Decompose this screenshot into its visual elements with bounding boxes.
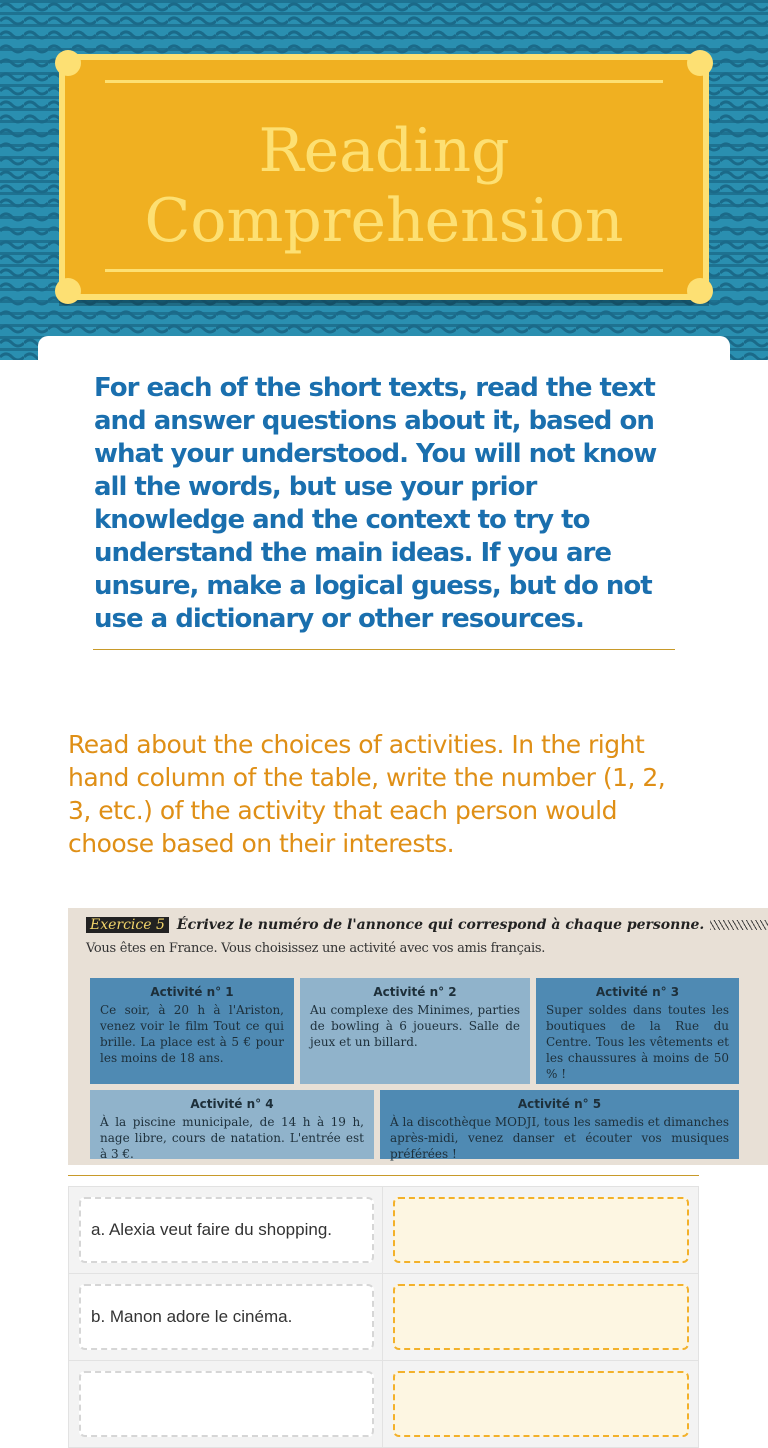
activity-text: Au complexe des Minimes, parties de bowling à 6 joueurs. Salle de jeux et un billard. [310, 1003, 520, 1049]
exercise-image [68, 908, 768, 1165]
title-line-2: Comprehension [144, 186, 624, 256]
answer-cell [383, 1274, 699, 1360]
banner-rule-top [105, 80, 663, 83]
activity-text: À la piscine municipale, de 14 h à 19 h, nage libre, cours de natation. L'entrée est à 3 €. [100, 1115, 364, 1161]
question-text: b. Manon adore le cinéma. [91, 1307, 293, 1326]
title-line-1: Reading [258, 116, 510, 186]
banner-corner [687, 50, 713, 76]
exercise-title: Écrivez le numéro de l'annonce qui correspond à chaque personne. [176, 917, 705, 933]
intro-text: For each of the short texts, read the text and answer questions about it, based on what your understood. You will not know all the words, but use your prior knowledge and the context to try to understand the main ideas. If you are unsure, make a logical guess, but do not use a dictionary or other resources. [94, 373, 657, 634]
exercise-tag: Exercice 5 [86, 917, 169, 933]
answer-input[interactable] [393, 1371, 689, 1437]
exercise-subtitle: Vous êtes en France. Vous choisissez une activité avec vos amis français. [86, 941, 546, 956]
activity-card [380, 1090, 739, 1159]
question-cell [68, 1187, 383, 1273]
activity-card [300, 978, 530, 1084]
question-cell [68, 1274, 383, 1360]
activity-card [536, 978, 739, 1084]
hatch-decoration [710, 920, 768, 930]
banner-corner [55, 278, 81, 304]
banner-corner [55, 50, 81, 76]
instructions-text: Read about the choices of activities. In the right hand column of the table, write the number (1, 2, 3, etc.) of the activity that each person would choose based on their interests. [68, 730, 666, 858]
question-box [79, 1371, 374, 1437]
page-title [65, 116, 703, 256]
answer-cell [383, 1187, 699, 1273]
answer-input[interactable] [393, 1284, 689, 1350]
question-box [79, 1284, 374, 1350]
table-row [68, 1187, 699, 1274]
question-cell [68, 1361, 383, 1447]
title-banner [59, 54, 709, 300]
answer-cell [383, 1361, 699, 1447]
activity-heading: Activité n° 3 [595, 985, 680, 999]
table-row [68, 1274, 699, 1361]
activity-heading: Activité n° 1 [150, 985, 234, 999]
table-row [68, 1361, 699, 1448]
activity-card [90, 1090, 374, 1159]
exercise-header [86, 914, 758, 933]
divider [93, 649, 675, 650]
question-box [79, 1197, 374, 1263]
activity-heading: Activité n° 4 [190, 1097, 274, 1111]
answer-input[interactable] [393, 1197, 689, 1263]
activity-text: À la discothèque MODJI, tous les samedis et dimanches après-midi, venez danser et écouter vos musiques préférées ! [390, 1115, 729, 1161]
activity-heading: Activité n° 2 [373, 985, 457, 999]
activity-card [90, 978, 294, 1084]
answer-table [68, 1186, 699, 1387]
activity-heading: Activité n° 5 [517, 1097, 602, 1111]
divider [68, 1175, 699, 1176]
question-text: a. Alexia veut faire du shopping. [91, 1220, 332, 1239]
banner-corner [687, 278, 713, 304]
banner-rule-bottom [105, 269, 663, 272]
activity-text: Super soldes dans toutes les boutiques de la Rue du Centre. Tous les vêtements et les chaussures à moins de 50 % ! [546, 1003, 729, 1081]
activity-text: Ce soir, à 20 h à l'Ariston, venez voir le film Tout ce qui brille. La place est à 5 € pour les moins de 18 ans. [100, 1003, 284, 1065]
